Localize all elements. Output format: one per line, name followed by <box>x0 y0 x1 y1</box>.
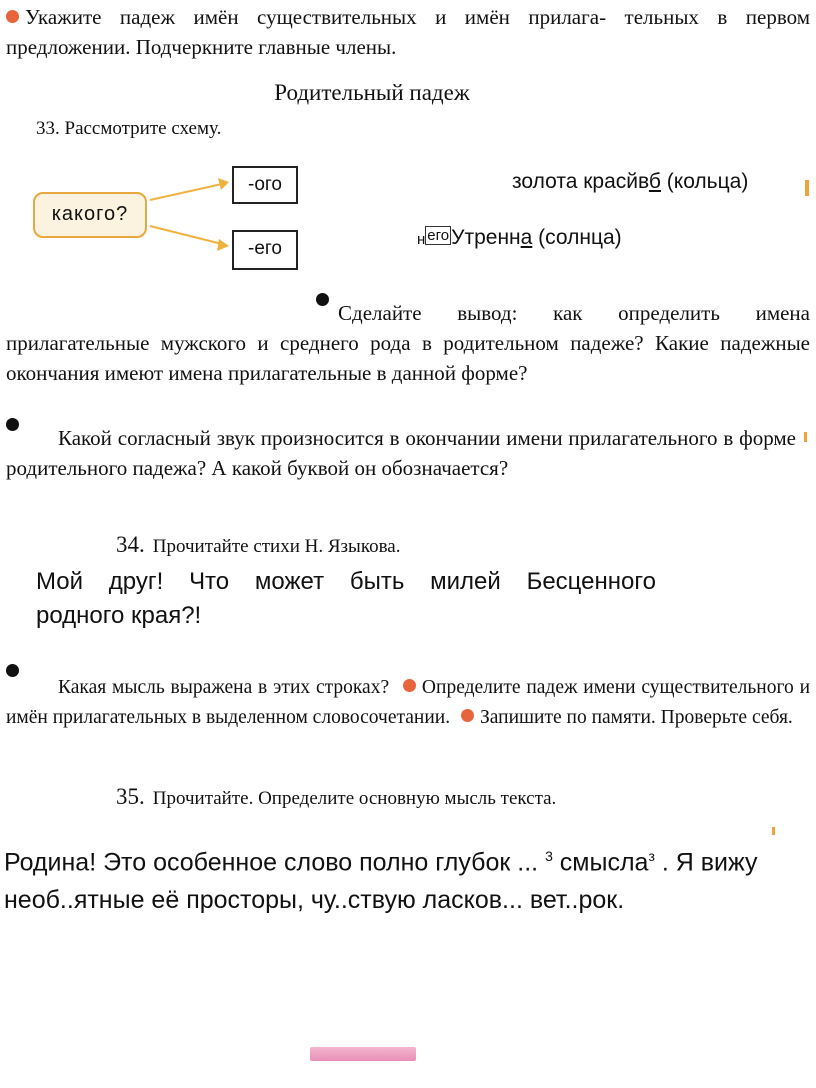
example-line-1: золота красйвб (кольца) <box>512 170 749 193</box>
example-line-2: н егоУтренна (солнца) <box>417 226 622 249</box>
page-footer-bar <box>310 1047 416 1061</box>
ex34-header: 34. Прочитайте стихи Н. Языкова. <box>116 532 401 557</box>
ex33-instruction: 33. Рассмотрите схему. <box>36 118 222 139</box>
ending-box: его <box>427 227 450 244</box>
ex35-text: Родина! Это особенное слово полно глубок ... $^3$ смысла$^з$ . Я вижу необ..ятные её просторы, чу..ствую ласков... вет..рок. <box>4 848 758 915</box>
arrow-bottom-icon <box>150 226 229 251</box>
margin-mark <box>804 432 807 442</box>
scheme-ending-top: -ого <box>232 166 298 204</box>
scheme-question: какого? <box>33 192 147 238</box>
arrow-top-icon <box>150 178 229 200</box>
poem-line-2: родного края?! <box>36 602 202 629</box>
ex33-question-2: Какой согласный звук произносится в окончании имени прилагательного в форме родительного падежа? А какой буквой он обозначается? <box>6 426 796 480</box>
section-title: Родительный падеж <box>274 80 470 105</box>
scheme-ending-bottom: -его <box>232 230 298 270</box>
intro-text: Укажите падеж имён существительных и имён прилага- тельных в первом предложении. Подчеркните главные члены. <box>6 5 810 59</box>
orange-bullet-icon <box>403 679 416 692</box>
ex33-question-1: Сделайте вывод: как определить имена прилагательные мужского и среднего рода в родительном падеже? Какие падежные окончания имеют имена прилагательные в данной форме? <box>6 301 810 385</box>
ex34-questions: Какая мысль выражена в этих строках? Определите падеж имени существительного и имён прилагательных в выделенном словосочетании. Запишите по памяти. Проверьте себя. <box>6 677 811 728</box>
poem <box>36 565 656 633</box>
margin-mark <box>805 180 809 196</box>
poem-line-1: Мой друг! Что может быть милей Бесценного <box>36 568 656 595</box>
margin-mark <box>772 827 775 835</box>
ex35-header: 35. Прочитайте. Определите основную мысль текста. <box>116 784 557 809</box>
orange-bullet-icon <box>461 709 474 722</box>
